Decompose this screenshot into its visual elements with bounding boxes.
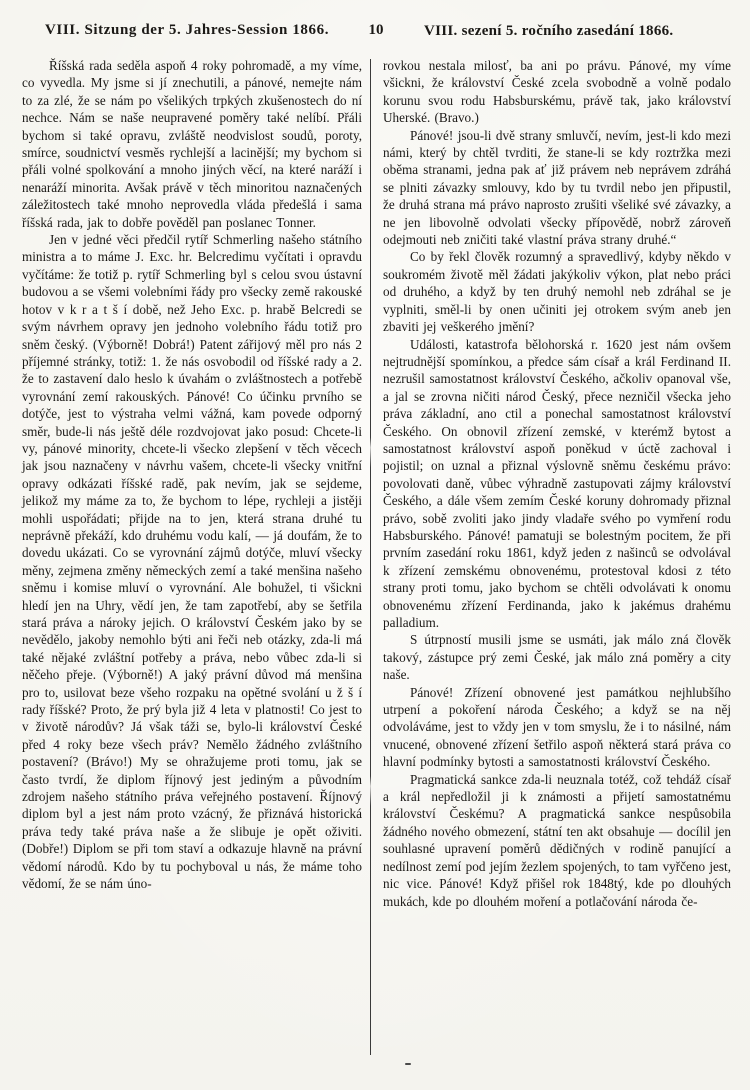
- column-divider: [370, 59, 371, 1055]
- paragraph: Pragmatická sankce zda-li neuznala totéž, což tehdáž císař a král nepředložil ji k známosti a přijetí samostatnému království Českému? A pragmatická sankce nespůsobila žádného nového obmezení, státní ten akt obsahuje — docílil jen souhlasné upravení poměrů dědičných v rodině panující a nedílnost zemí pod jejím žezlem spojených, to tam vyřčeno jest, nic vice. Pánové! Když přišel rok 1848tý, kde po dlouhých mukách, kde po dlouhém moření a potlačování národa če-: [383, 771, 731, 909]
- scan-artifact-mark: [405, 1063, 411, 1065]
- header-title-german: VIII. Sitzung der 5. Jahres-Session 1866.: [45, 22, 330, 38]
- paragraph: Říšská rada seděla aspoň 4 roky pohromadě, a my víme, co vyvedla. My jsme si jí znechutili, a pánové, nemejte nám to za zlé, že se nám po všelikých trpkých zkušenostech do ní nechce. Nám se naše neupravené poměry také nelíbí. Přáli bychom si také opravu, zvláště neodvislost soudů, poroty, smírce, soudnictví vesměs rychlejší a lacinější; my bychom si přáli volné spolkování a mnoho jiných věcí, na které naráží i nenaráží minorita. Avšak právě v těch minoritou naznačených záležitostech také mnoho neprovedla vláda předešlá i sama říšská rada, jak to dobře pověděl pan poslanec Tonner.: [22, 58, 362, 230]
- text-columns: [0, 57, 750, 1067]
- header-title-czech: VIII. sezení 5. ročního zasedání 1866.: [424, 23, 674, 39]
- paragraph: Pánové! jsou-li dvě strany smluvčí, nevím, jest-li kdo mezi námi, který by chtěl tvrditi, že stane-li se kdy roztržka mezi oběma stranami, jedna pak ať již právem neb neprávem zdráhá se plniti závazky smlouvy, kdo by tu tvrdil nebo jen připustil, že druhá strana má právo naprosto zrušiti všeliké své závazky, a ne jen libovolně odvolati všecky přípovědě, nobrž zároveň odejmouti neb zničiti také vlastní práva strany druhé.“: [383, 127, 731, 248]
- left-column: [22, 57, 362, 893]
- paragraph: Jen v jedné věci předčil rytíř Schmerling našeho státního ministra a to máme J. Exc. hr. Belcredimu vyčítati i opravdu vyčítáme: že totiž p. rytíř Schmerling byl s celou svou ústavní budovou a se všemi volebními řády pro všecky země rakouské hotov v k r a t š í době, než Jeho Exc. p. hrabě Belcredi se svým návrhem opravy jen jednoho volebního řádu totiž pro sněm český. (Výborně! Dobrá!) Patent zářijový měl pro nás 2 příjemné stránky, totiž: 1. že nás osvobodil od říšské rady a 2. že to zastavení dalo heslo k úvahám o zvláštnostech a potřebě vyrovnání zemí rakouských. Pánové! Co účinku prvního se dotýče, jest to výstraha velmi vážná, kam povede odporný směr, bude-li nás ještě déle rozdvojovat jako posud: Chcete-li vy, pánové minority, chcete-li všecko zlepšení v těch věcech jak jsou naznačeny v návrhu vašem, chcete-li všecky vnitřní opravy odkázati říšské radě, pak nevím, jak se sejdeme, jelikož my máme za to, že bychom to lépe, rychleji a jistěji mohli uspořádati; přijde na to jen, která strana druhé tu neprávně překáží, kdo druhému vodu kalí, — já doufám, že to dovedu ukázati. Co se vyrovnání zájmů dotýče, mluví všecky měny, zejmena změny německých zemí a také menšina našeho sněmu i komise mluví o vyrovnání. Ale bohužel, ti všickni hledí jen na Uhry, vědí jen, že tam zapotřebí, aby se šetřila stará práva a nároky jejich. O království Českém jako by se nevědělo, jakoby nemohlo býti ani řeči neb otázky, zda-li má také nějaké zvláštní potřeby a práva, nebo vůbec zda-li si něčeho přeje. (Výborně!) A jaký právní důvod má menšina pro to, usilovat beze všeho rozpaku na opětné svolání u ž š í rady říšské? Proto, že prý byla již 4 leta v platnosti! Co jest to v životě národův? Já však táži se, bylo-li království České před 4 roky beze všech práv? Nemělo žádného zvláštního postavení? (Brávo!) My se ohražujeme proti tomu, jak se často tvrdí, že diplom říjnový jest jediným a původním zdrojem našeho státního práva veřejného postavení. Říjnový diplom byl a jest nám proto vzácný, že přiznává historická práva tedy také práva naše a že slibuje je opět oživiti. (Dobře!) Diplom se při tom staví a odkazuje hlavně na právní vědomí národů. Kdo by tu pochyboval u nás, že máme toho vědomí, že se nám úno-: [22, 232, 362, 892]
- paragraph-continuation: rovkou nestala milosť, ba ani po právu. Pánové, my víme všickni, že království České zcela svobodně a volně podalo korunu svou rodu Habsburskému, právě tak, jako království Uherské. (Bravo.): [383, 58, 731, 126]
- page-number: 10: [368, 22, 384, 38]
- paragraph: Pánové! Zřízení obnovené jest památkou nejhlubšího utrpení a pokoření národa Českého; a když se na něj odvoláváme, jest to vždy jen v tom smyslu, že i to násilné, nám vnucené, obnovené zřízení šetřilo aspoň některá stará práva co hlavní podmínky bytosti a samostatnosti království Českého.: [383, 684, 731, 770]
- paragraph: Události, katastrofa bělohorská r. 1620 jest nám ovšem nejtrudnější spomínkou, a předce sám císař a král Ferdinand II. nezrušil samostatnost království Českého, ačkoliv opanoval vše, a jal se zrovna ničiti národ Český, přece nezničil všecka jeho práva základní, ano ctil a ponechal samostatnost království Českého. On obnovil zřízení zemské, v kterémž bytost a samostatnost království aspoň poněkud v úctě zachoval i pojistil; on uznal a přiznal výslovně sněmu českému právo: povolovati daně, vůbec výhradně zastupovati zájmy království Českého, a dále všem zemím České koruny dohromady přiznal právo, sobě zvoliti jako jindy vladaře svého po vymření rodu Habsburského. Pánové! pamatuji se bolestným pocitem, že při prvním zasedání roku 1861, když jeden z našinců se odvolával k zřízení zemskému obnovenému, protestoval kdosi z této strany proti tomu, jako bychom se chtěli odvolávati k onomu obnovenému zřízení Ferdinanda, jako k jakémus drahému palladium.: [383, 336, 731, 630]
- page-header: [0, 22, 750, 46]
- paragraph: Co by řekl člověk rozumný a spravedlivý, kdyby někdo v soukromém životě měl žádati jakýkoliv výkon, plat nebo práci od druhého, a když by ten druhý nemohl neb zdráhal se je vyplniti, směl-li by onen učiniti jej otrokem svým aneb jen zbaviti jej veškerého jmění?: [383, 249, 731, 335]
- right-column: [383, 57, 731, 910]
- paragraph: S útrpností musili jsme se usmáti, jak málo zná člověk takový, zástupce prý zemi České, jak málo zná poměry a city naše.: [383, 632, 731, 683]
